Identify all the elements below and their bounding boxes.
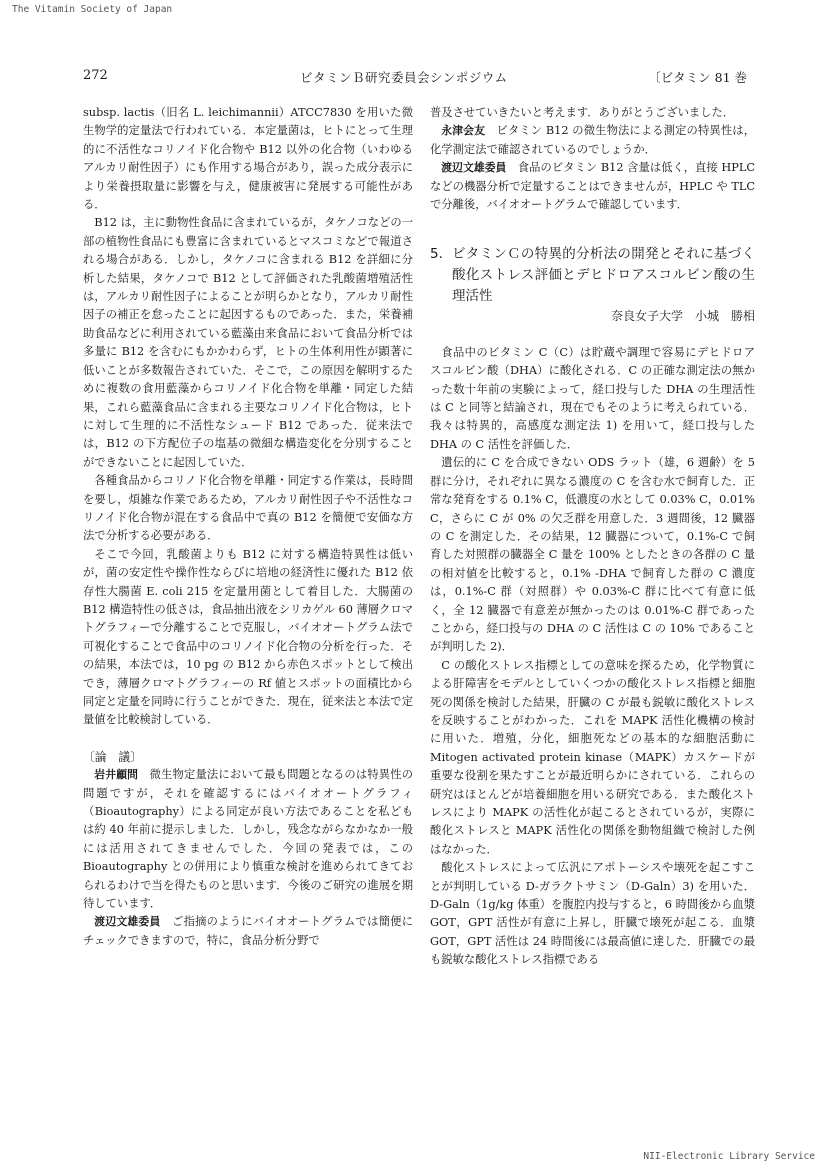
journal-volume: 〔ビタミン 81 巻 xyxy=(648,70,747,85)
speaker-name: 渡辺文雄委員 xyxy=(94,915,161,929)
paragraph: 酸化ストレスによって広汎にアポトーシスや壊死を起こすことが判明している D-ガラクトサミン（D-Galn）3) を用いた．D-Galn（1g/kg 体重）を腹腔内投与すると，6 時間後から血漿 GOT，GPT 活性が有意に上昇し，肝臓で壊死が起こる．血漿 GOT，GPT 活性は 24 時間後には最高値に達した．肝臓での最も鋭敏な酸化ストレス指標である xyxy=(430,861,755,967)
paragraph: subsp. lactis（旧名 L. leichimannii）ATCC7830 を用いた微生物学的定量法で行われている．本定量菌は，ヒトにとって生理的に不活性なコリノイド化合物や B12 以外の化合物（いわゆるアルカリ耐性因子）にも作用する場合があり，誤った成分表示により栄養摂取量に影響を与え，健康被害に発展する可能性がある． xyxy=(83,106,413,212)
paragraph: 普及させていきたいと考えます．ありがとうございました． xyxy=(430,106,735,119)
speaker-name: 渡辺文雄委員 xyxy=(441,161,507,175)
discussion-text: 食品のビタミン B12 含量は低く，直接 HPLC などの機器分析で定量することはできませんが，HPLC や TLC で分離後，バイオオートグラムで確認しています． xyxy=(430,161,755,212)
section-title: ビタミンＣの特異的分析法の開発とそれに基づく酸化ストレス評価とデヒドロアスコルビン酸の生理活性 xyxy=(452,246,755,305)
discussion-entry xyxy=(430,122,755,159)
section-number: 5. xyxy=(430,246,443,263)
page-number: 272 xyxy=(83,68,108,83)
paragraph: そこで今回，乳酸菌よりも B12 に対する構造特異性は低いが，菌の安定性や操作性ならびに培地の経済性に優れた B12 依存性大腸菌 E. coli 215 を定量用菌として着目した．大腸菌の B12 構造特性の低さは，食品抽出液をシリカゲル 60 薄層クロマトグラフィーで分離することで克服し，バイオオートグラム法で可視化することで食品中のコリノイド化合物の分析を行った．その結果，本法では，10 pg の B12 から赤色スポットとして検出でき，薄層クロマトグラフィーの Rf 値とスポットの面積比から同定と定量を同時に行うことができた．現在，従来法と本法で定量値を比較検討している． xyxy=(83,547,413,727)
speaker-name: 岩井顧問 xyxy=(94,768,139,782)
bottom-watermark: NII-Electronic Library Service xyxy=(643,1151,815,1162)
paragraph: 各種食品からコリノド化合物を単離・同定する作業は，長時間を要し，煩雑な作業であるため，アルカリ耐性因子や不活性なコリノイド化合物が混在する食品中で真の B12 を簡便で安価な方法で分析する必要がある． xyxy=(83,474,413,543)
discussion-text: 微生物定量法において最も問題となるのは特異性の問題ですが，それを確認するにはバイオオートグラフィ（Bioautography）による同定が良い方法であることを私どもは約 40 年前に提示しました．しかし，残念ながらなかなか一般には活用されてきませんでした．今回の発表では，この Bioautography との併用により慎重な検討を進められてきておられるわけで当を得たものと思います．今後のご研究の進展を期待しています． xyxy=(83,768,413,911)
paragraph: B12 は，主に動物性食品に含まれているが，タケノコなどの一部の植物性食品にも豊富に含まれているとマスコミなどで報道される場合がある．しかし，タケノコに含まれる B12 を詳細に分析した結果，タケノコで B12 として評価された乳酸菌増殖活性は，アルカリ耐性因子によることが明らかとなり，アルカリ耐性因子の補正を怠ったことに起因するものであった．また，栄養補助食品などに利用されている藍藻由来食品において食品分析では多量に B12 を含むにもかかわらず，ヒトの生体利用性が顕著に低いことが多数報告されていた．そこで，この原因を解明するために複数の食用藍藻からコリノイド化合物を単離・同定した結果，これら藍藻食品に含まれる主要なコリノイド化合物は，ヒトに対して生理的に不活性なシュード B12 であった．従来法では，B12 の下方配位子の塩基の微細な構造変化を分別することができないことに起因していた． xyxy=(83,216,413,469)
top-watermark: The Vitamin Society of Japan xyxy=(12,4,173,15)
section-heading xyxy=(430,244,755,307)
right-column xyxy=(430,104,755,970)
author-line: 奈良女子大学 小城 勝相 xyxy=(610,309,755,324)
discussion-entry xyxy=(430,159,755,214)
discussion-entry xyxy=(83,766,413,913)
discussion-text: ご指摘のようにバイオオートグラムでは簡便にチェックできますので，特に，食品分析分野で xyxy=(83,915,413,947)
discussion-heading: 〔論 議〕 xyxy=(83,749,142,764)
paragraph: 遺伝的に C を合成できない ODS ラット（雄，6 週齢）を 5 群に分け，それぞれに異なる濃度の C を含む水で飼育した．正常な発育をする 0.1% C，低濃度の水として 0.03% C，0.01% C，さらに C が 0% の欠乏群を用意した．3 週間後，12 臓器の C を測定した．その結果，12 臓器について，0.1%-C で飼育した対照群の臓器全 C 量を 100% としたときの各群の C 量の相対値を比較すると，0.1% -DHA で飼育した群の C 濃度は，0.1%-C 群（対照群）や 0.03%-C 群に比べて有意に低く，全 12 臓器で有意差が無かったのは 0.01%-C 群であったことから，経口投与の DHA の C 活性は C の 10% であることが判明した 2)． xyxy=(430,456,755,654)
paragraph: C の酸化ストレス指標としての意味を探るため，化学物質による肝障害をモデルとしていくつかの酸化ストレス指標と細胞死の関係を検討した結果，肝臓の C が最も鋭敏に酸化ストレスを反映することがわかった．これを MAPK 活性化機構の検討に用いた．増殖，分化，細胞死などの基本的な細胞活動に Mitogen activated protein kinase（MAPK）カスケードが重要な役割を果たすことが最近明らかにされている．これらの研究はほとんどが培養細胞を用いる研究である．また酸化ストレスにより MAPK の活性化が起こるとされているが，実際に酸化ストレスと MAPK 活性化の関係を動物組織で検討した例はなかった． xyxy=(430,658,755,856)
paragraph: 食品中のビタミン C（C）は貯蔵や調理で容易にデヒドロアスコルビン酸（DHA）に酸化される．C の正確な測定法の無かった数十年前の実験によって，経口投与した DHA の生理活性は C と同等と結論され，現在でもそのように考えられている．我々は特異的，高感度な測定法 1) を用いて，経口投与した DHA の C 活性を評価した． xyxy=(430,345,755,451)
discussion-text: ビタミン B12 の微生物法による測定の特異性は，化学測定法で確認されているのでしょうか． xyxy=(430,124,755,156)
speaker-name: 永津会友 xyxy=(441,124,486,138)
discussion-entry xyxy=(83,913,413,950)
running-header: ビタミンＢ研究委員会シンポジウム xyxy=(300,70,508,85)
left-column xyxy=(83,104,413,950)
